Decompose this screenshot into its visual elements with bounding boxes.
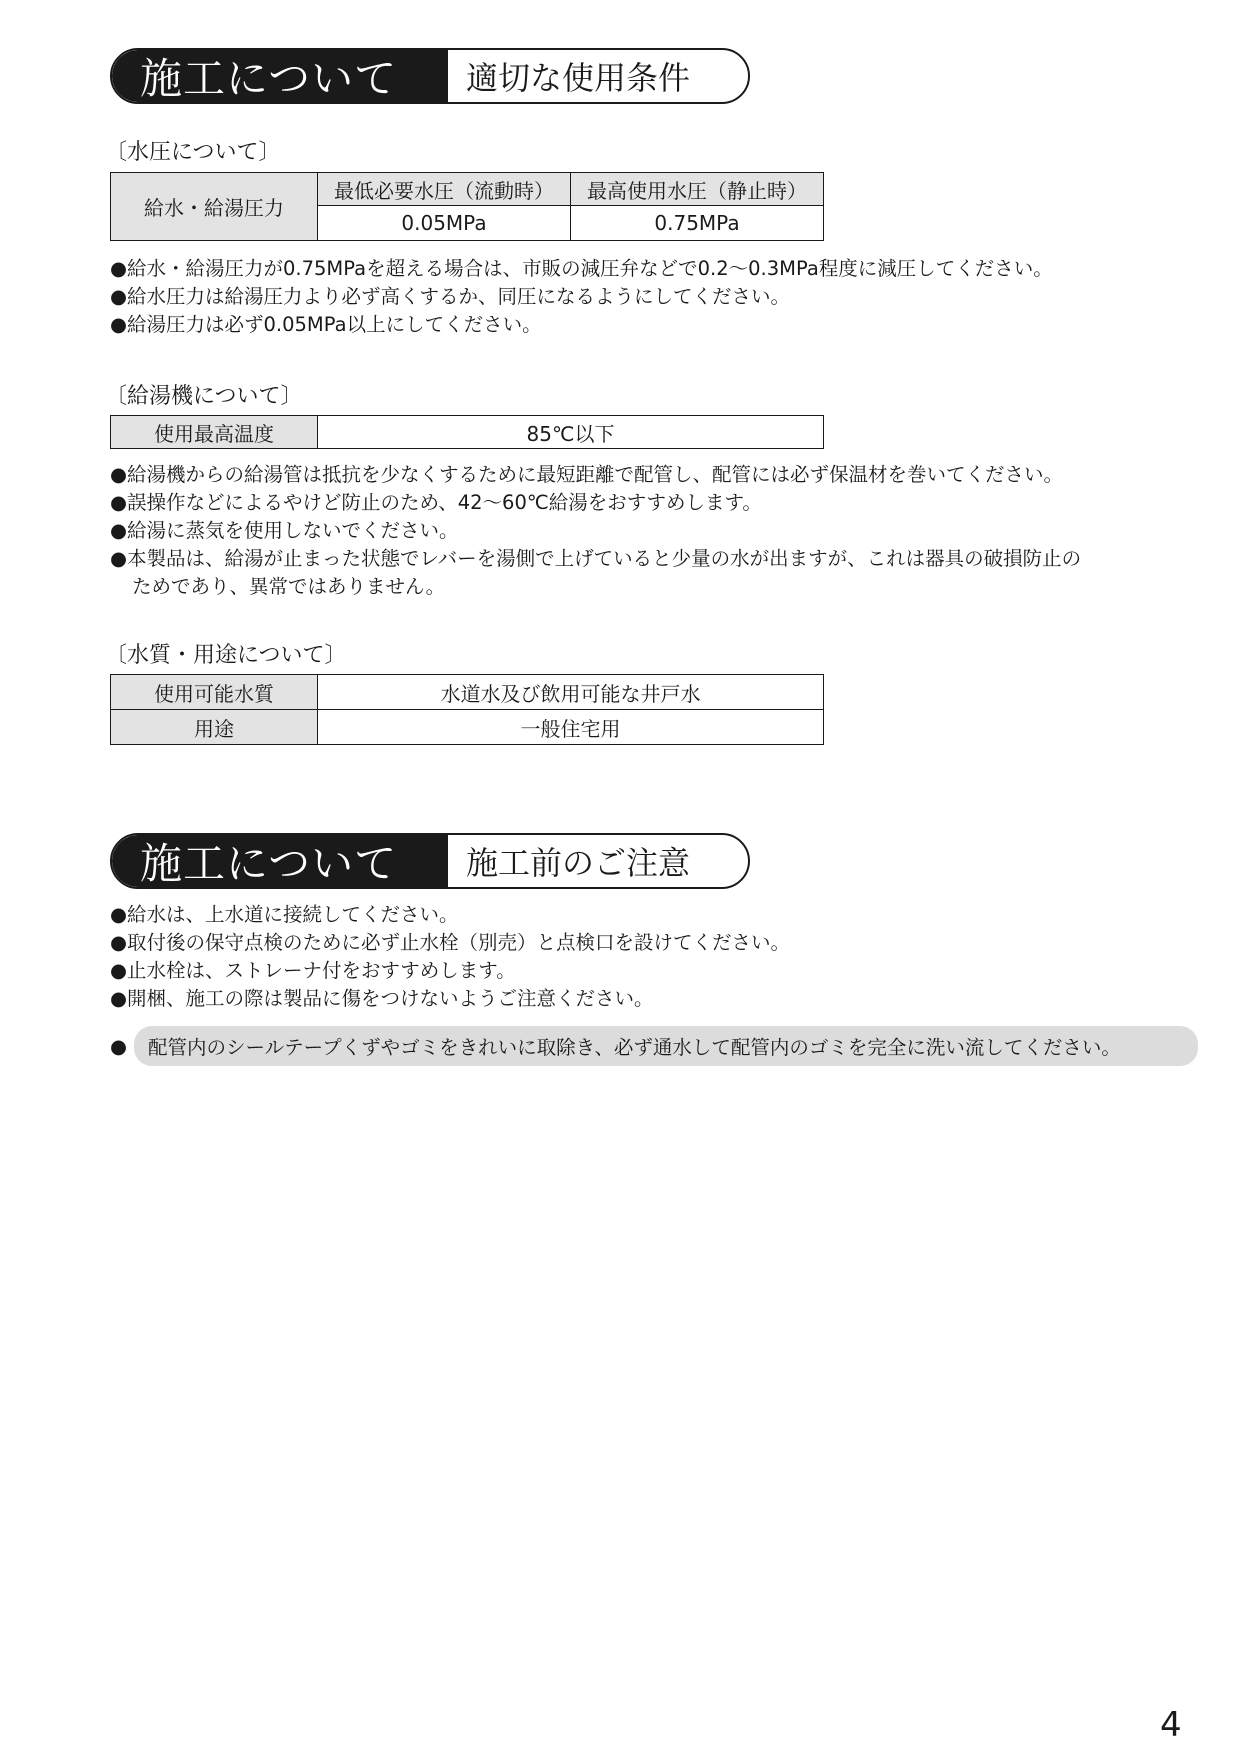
highlight-text: 配管内のシールテープくずやゴミをきれいに取除き、必ず通水して配管内のゴミを完全に洗い流してください。	[134, 1026, 1198, 1066]
section-header-light-label: 適切な使用条件	[466, 59, 691, 97]
water-quality-value: 水道水及び飲用可能な井戸水	[318, 675, 824, 710]
note-item: ●給水圧力は給湯圧力より必ず高くするか、同圧になるようにしてください。	[110, 285, 791, 308]
usage-value: 一般住宅用	[318, 710, 824, 745]
max-pressure-value: 0.75MPa	[571, 206, 824, 241]
highlighted-note	[110, 1026, 1198, 1066]
note-item: ●取付後の保守点検のために必ず止水栓（別売）と点検口を設けてください。	[110, 931, 791, 954]
water-pressure-table	[110, 172, 824, 241]
precaution-notes	[110, 901, 790, 1013]
water-pressure-title: 〔水圧について〕	[105, 140, 281, 165]
note-item: ●給水は、上水道に接続してください。	[110, 903, 459, 926]
note-item: ●給湯に蒸気を使用しないでください。	[110, 519, 459, 542]
section-header-conditions	[110, 48, 750, 104]
note-item: ●止水栓は、ストレーナ付をおすすめします。	[110, 959, 516, 982]
min-pressure-header: 最低必要水圧（流動時）	[318, 173, 571, 206]
note-item: ●給湯機からの給湯管は抵抗を少なくするために最短距離で配管し、配管には必ず保温材を巻いてください。	[110, 463, 1064, 486]
note-item: ●開梱、施工の際は製品に傷をつけないようご注意ください。	[110, 987, 654, 1010]
max-temp-label: 使用最高温度	[111, 416, 318, 449]
section-header-precautions	[110, 833, 750, 889]
highlight-bullet: ●	[110, 1034, 128, 1058]
note-item: ●給水・給湯圧力が0.75MPaを超える場合は、市販の減圧弁などで0.2～0.3MPa程度に減圧してください。	[110, 257, 1053, 280]
note-item: ●本製品は、給湯が止まった状態でレバーを湯側で上げていると少量の水が出ますが、これは器具の破損防止の	[110, 547, 1082, 570]
water-heater-title: 〔給湯機について〕	[105, 384, 303, 409]
water-heater-notes	[110, 461, 1081, 601]
water-quality-title: 〔水質・用途について〕	[105, 643, 347, 668]
water-pressure-notes	[110, 255, 1053, 339]
section-header-light-label: 施工前のご注意	[466, 844, 691, 882]
water-heater-table	[110, 415, 824, 449]
note-item: ●誤操作などによるやけど防止のため、42～60℃給湯をおすすめします。	[110, 491, 762, 514]
usage-label: 用途	[111, 710, 318, 745]
water-quality-label: 使用可能水質	[111, 675, 318, 710]
section-header-dark-label: 施工について	[112, 50, 448, 102]
note-continuation: ためであり、異常ではありません。	[132, 575, 446, 598]
pressure-row-label: 給水・給湯圧力	[111, 173, 318, 241]
page-number: 4	[1160, 1705, 1182, 1745]
max-pressure-header: 最高使用水圧（静止時）	[571, 173, 824, 206]
note-item: ●給湯圧力は必ず0.05MPa以上にしてください。	[110, 313, 542, 336]
water-quality-table	[110, 674, 824, 745]
section-header-dark-label: 施工について	[112, 835, 448, 887]
max-temp-value: 85℃以下	[318, 416, 824, 449]
min-pressure-value: 0.05MPa	[318, 206, 571, 241]
